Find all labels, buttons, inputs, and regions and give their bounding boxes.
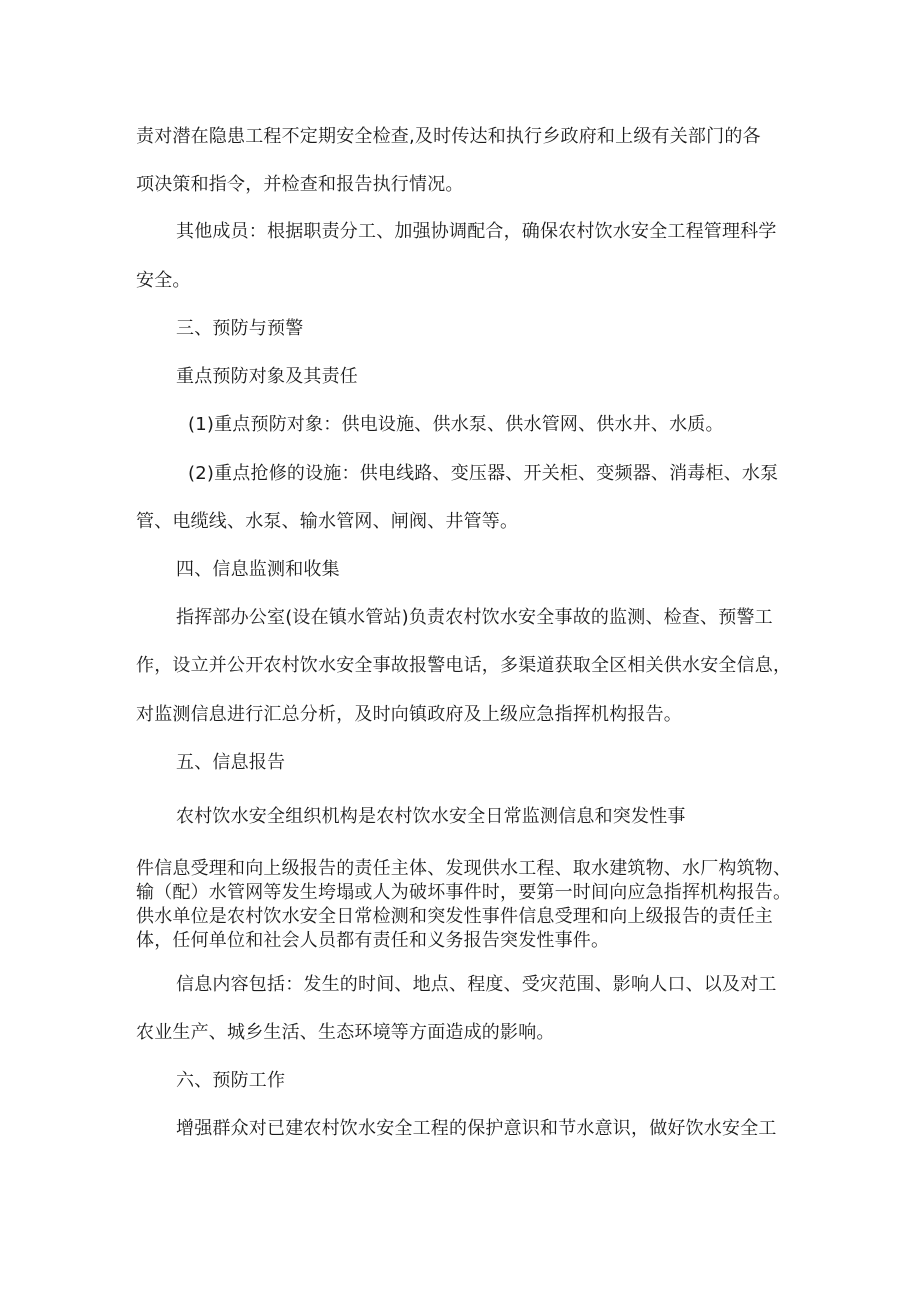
section-heading-3: 三、预防与预警 (176, 318, 304, 339)
text-line-1: 责对潜在隐患工程不定期安全检查,及时传达和执行乡政府和上级有关部门的各 (136, 126, 761, 147)
text-line-16: 件信息受理和向上级报告的责任主体、发现供水工程、取水建筑物、水厂构筑物、 (136, 858, 792, 879)
text-line-20: 信息内容包括：发生的时间、地点、程度、受灾范围、影响人口、以及对工 (176, 974, 777, 995)
text-line-11: 指挥部办公室(设在镇水管站)负责农村饮水安全事故的监测、检查、预警工 (176, 607, 773, 628)
text-line-21: 农业生产、城乡生活、生态环境等方面造成的影响。 (136, 1022, 555, 1043)
text-line-9: 管、电缆线、水泵、输水管网、闸阀、井管等。 (136, 511, 519, 532)
text-line-13: 对监测信息进行汇总分析，及时向镇政府及上级应急指挥机构报告。 (136, 704, 682, 725)
text-line-18: 供水单位是农村饮水安全日常检测和突发性事件信息受理和向上级报告的责任主 (136, 906, 773, 927)
text-line-15: 农村饮水安全组织机构是农村饮水安全日常监测信息和突发性事 (176, 806, 686, 827)
text-line-7: (1)重点预防对象：供电设施、供水泵、供水管网、供水井、水质。 (188, 414, 724, 435)
text-line-12: 作，设立并公开农村饮水安全事故报警电话，多渠道获取全区相关供水安全信息， (136, 655, 792, 676)
text-line-2: 项决策和指令，并检查和报告执行情况。 (136, 174, 464, 195)
section-heading-5: 五、信息报告 (176, 752, 286, 773)
section-heading-4: 四、信息监测和收集 (176, 559, 340, 580)
text-line-23: 增强群众对已建农村饮水安全工程的保护意识和节水意识，做好饮水安全工 (176, 1118, 777, 1139)
text-line-3: 其他成员：根据职责分工、加强协调配合，确保农村饮水安全工程管理科学 (176, 221, 777, 242)
text-line-8: (2)重点抢修的设施：供电线路、变压器、开关柜、变频器、消毒柜、水泵 (188, 463, 779, 484)
text-line-17: 输（配）水管网等发生垮塌或人为破坏事件时，要第一时间向应急指挥机构报告。 (136, 882, 792, 903)
text-line-19: 体，任何单位和社会人员都有责任和义务报告突发性事件。 (136, 930, 610, 951)
text-line-4: 安全。 (136, 270, 191, 291)
section-heading-6: 六、预防工作 (176, 1070, 286, 1091)
text-line-6: 重点预防对象及其责任 (176, 366, 358, 387)
